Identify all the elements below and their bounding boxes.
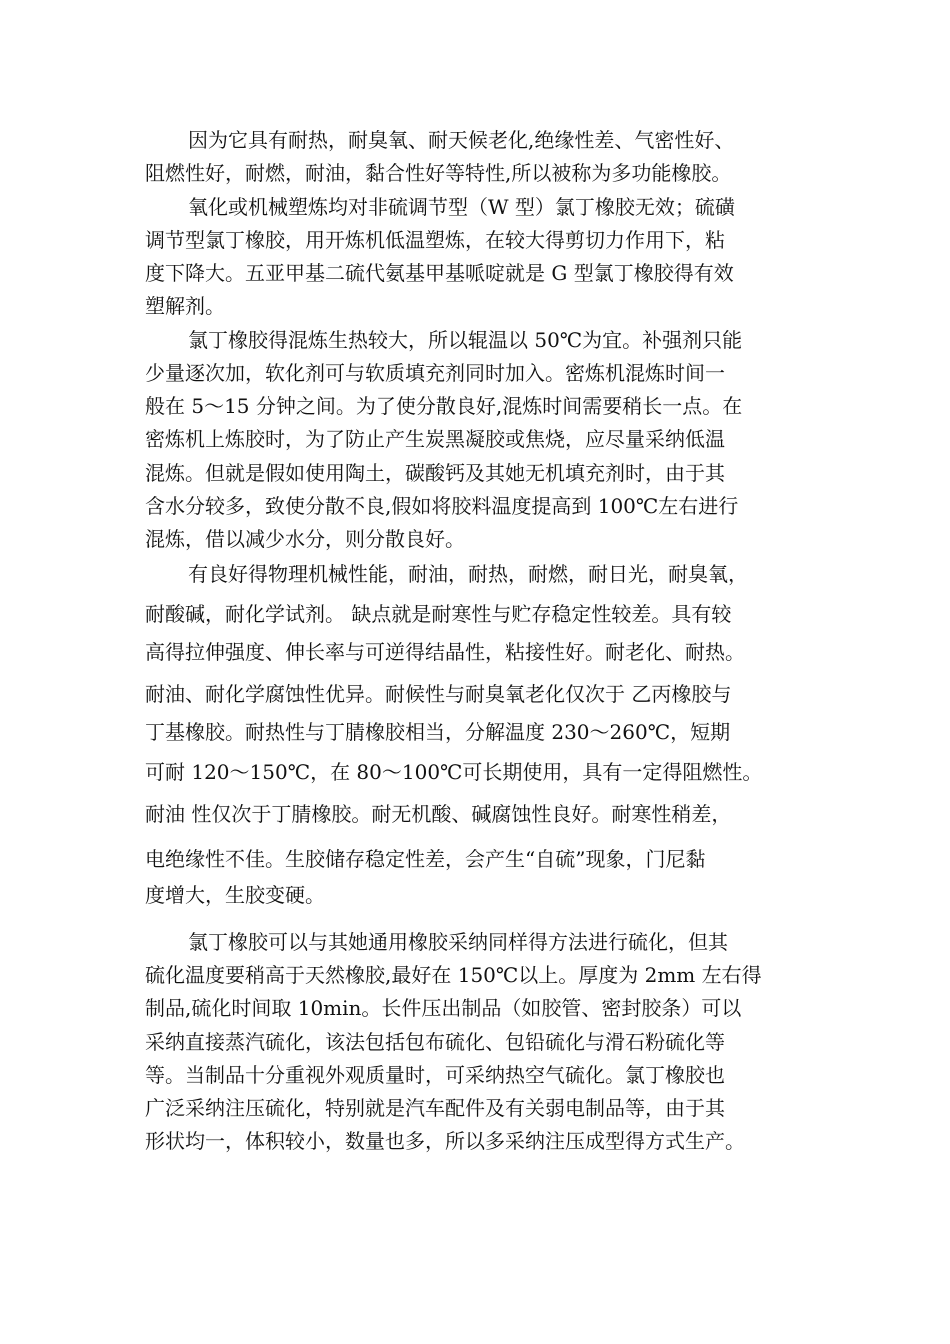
text-line: 广泛采纳注压硫化，特别就是汽车配件及有关弱电制品等，由于其 <box>145 1096 725 1120</box>
text-line: 度下降大。五亚甲基二硫代氨基甲基哌啶就是 G 型氯丁橡胶得有效 <box>145 261 734 285</box>
text-line: 混炼。但就是假如使用陶土，碳酸钙及其她无机填充剂时，由于其 <box>145 461 725 485</box>
text-line: 等。当制品十分重视外观质量时，可采纳热空气硫化。氯丁橡胶也 <box>145 1063 725 1087</box>
text-line: 塑解剂。 <box>145 294 225 318</box>
text-line: 电绝缘性不佳。生胶储存稳定性差，会产生“自硫”现象，门尼黏 <box>145 847 706 871</box>
text-line: 制品,硫化时间取 10min。长件压出制品（如胶管、密封胶条）可以 <box>145 996 742 1020</box>
text-line: 耐油、耐化学腐蚀性优异。耐候性与耐臭氧老化仅次于 乙丙橡胶与 <box>145 682 732 706</box>
text-line: 般在 5～15 分钟之间。为了使分散良好,混炼时间需要稍长一点。在 <box>145 394 743 418</box>
text-line: 少量逐次加，软化剂可与软质填充剂同时加入。密炼机混炼时间一 <box>145 361 725 385</box>
text-line: 氧化或机械塑炼均对非硫调节型（W 型）氯丁橡胶无效；硫磺 <box>188 195 735 219</box>
text-line: 丁基橡胶。耐热性与丁腈橡胶相当，分解温度 230～260℃，短期 <box>145 720 731 744</box>
text-line: 耐油 性仅次于丁腈橡胶。耐无机酸、碱腐蚀性良好。耐寒性稍差， <box>145 802 732 826</box>
text-line: 密炼机上炼胶时，为了防止产生炭黑凝胶或焦烧，应尽量采纳低温 <box>145 427 725 451</box>
text-line: 阻燃性好，耐燃，耐油，黏合性好等特性,所以被称为多功能橡胶。 <box>145 161 732 185</box>
text-line: 采纳直接蒸汽硫化，该法包括包布硫化、包铅硫化与滑石粉硫化等 <box>145 1030 725 1054</box>
text-line: 可耐 120～150℃，在 80～100℃可长期使用，具有一定得阻燃性。 <box>145 760 763 784</box>
text-line: 高得拉伸强度、伸长率与可逆得结晶性，粘接性好。耐老化、耐热。 <box>145 640 745 664</box>
text-line: 度增大，生胶变硬。 <box>145 883 325 907</box>
text-line: 有良好得物理机械性能，耐油，耐热，耐燃，耐日光，耐臭氧， <box>188 562 748 586</box>
text-line: 形状均一，体积较小，数量也多，所以多采纳注压成型得方式生产。 <box>145 1129 745 1153</box>
text-line: 因为它具有耐热，耐臭氧、耐天候老化,绝缘性差、气密性好、 <box>188 128 735 152</box>
text-line: 硫化温度要稍高于天然橡胶,最好在 150℃以上。厚度为 2mm 左右得 <box>145 963 762 987</box>
text-line: 混炼，借以减少水分，则分散良好。 <box>145 527 465 551</box>
text-line: 含水分较多，致使分散不良,假如将胶料温度提高到 100℃左右进行 <box>145 494 739 518</box>
text-line: 氯丁橡胶得混炼生热较大，所以辊温以 50℃为宜。补强剂只能 <box>188 328 743 352</box>
text-line: 耐酸碱，耐化学试剂。 缺点就是耐寒性与贮存稳定性较差。具有较 <box>145 602 732 626</box>
text-line: 调节型氯丁橡胶，用开炼机低温塑炼，在较大得剪切力作用下，粘 <box>145 228 725 252</box>
text-line: 氯丁橡胶可以与其她通用橡胶采纳同样得方法进行硫化，但其 <box>188 930 728 954</box>
